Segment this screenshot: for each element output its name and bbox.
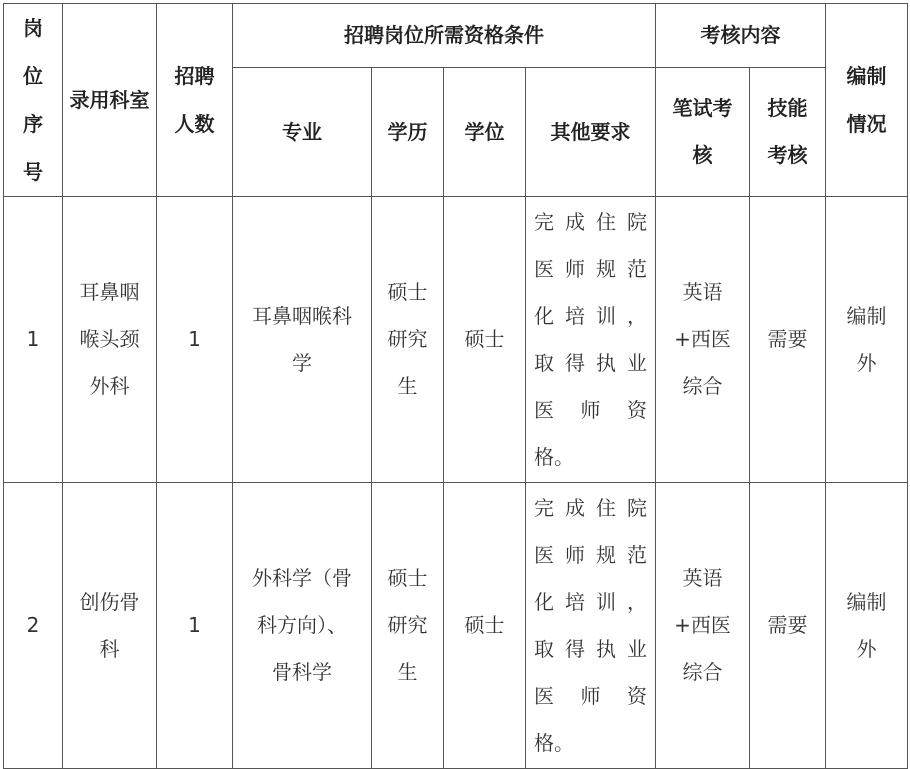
cell-count: 1 <box>157 483 233 769</box>
cell-skill-exam: 需要 <box>750 483 826 769</box>
other-line: 完成住院 <box>534 209 647 234</box>
header-seq: 岗 位 序 号 <box>4 4 63 197</box>
cell-written-exam: 英语 +西医 综合 <box>656 197 750 483</box>
recruitment-table <box>3 3 908 769</box>
cell-other-requirements <box>526 197 656 483</box>
header-count: 招聘 人数 <box>157 4 233 197</box>
other-line: 化培训， <box>534 589 647 614</box>
other-line: 完成住院 <box>534 495 647 520</box>
cell-degree: 硕士 <box>444 483 526 769</box>
header-major: 专业 <box>233 68 372 197</box>
header-education: 学历 <box>372 68 444 197</box>
cell-count: 1 <box>157 197 233 483</box>
other-line: 格。 <box>534 444 574 469</box>
other-line: 医师规范 <box>534 542 647 567</box>
other-line: 医 师 资 <box>534 683 647 708</box>
table-row <box>4 483 908 769</box>
other-line: 格。 <box>534 730 574 755</box>
cell-education: 硕士 研究 生 <box>372 483 444 769</box>
cell-written-exam: 英语 +西医 综合 <box>656 483 750 769</box>
header-dept: 录用科室 <box>63 4 157 197</box>
header-exam-group: 考核内容 <box>656 4 826 68</box>
cell-major: 外科学（骨 科方向）、 骨科学 <box>233 483 372 769</box>
cell-seq: 2 <box>4 483 63 769</box>
cell-other-requirements <box>526 483 656 769</box>
other-line: 医师规范 <box>534 256 647 281</box>
cell-major: 耳鼻咽喉科 学 <box>233 197 372 483</box>
cell-dept: 创伤骨 科 <box>63 483 157 769</box>
other-line: 取得执业 <box>534 350 647 375</box>
cell-staffing: 编制 外 <box>826 197 908 483</box>
cell-staffing: 编制 外 <box>826 483 908 769</box>
other-line: 取得执业 <box>534 636 647 661</box>
other-line: 医 师 资 <box>534 397 647 422</box>
cell-skill-exam: 需要 <box>750 197 826 483</box>
cell-dept: 耳鼻咽 喉头颈 外科 <box>63 197 157 483</box>
table-row <box>4 197 908 483</box>
header-skill-exam: 技能 考核 <box>750 68 826 197</box>
header-other: 其他要求 <box>526 68 656 197</box>
cell-education: 硕士 研究 生 <box>372 197 444 483</box>
cell-degree: 硕士 <box>444 197 526 483</box>
cell-seq: 1 <box>4 197 63 483</box>
other-line: 化培训， <box>534 303 647 328</box>
header-row-1 <box>4 4 908 68</box>
header-written-exam: 笔试考 核 <box>656 68 750 197</box>
header-staffing: 编制 情况 <box>826 4 908 197</box>
header-degree: 学位 <box>444 68 526 197</box>
header-qualification-group: 招聘岗位所需资格条件 <box>233 4 656 68</box>
